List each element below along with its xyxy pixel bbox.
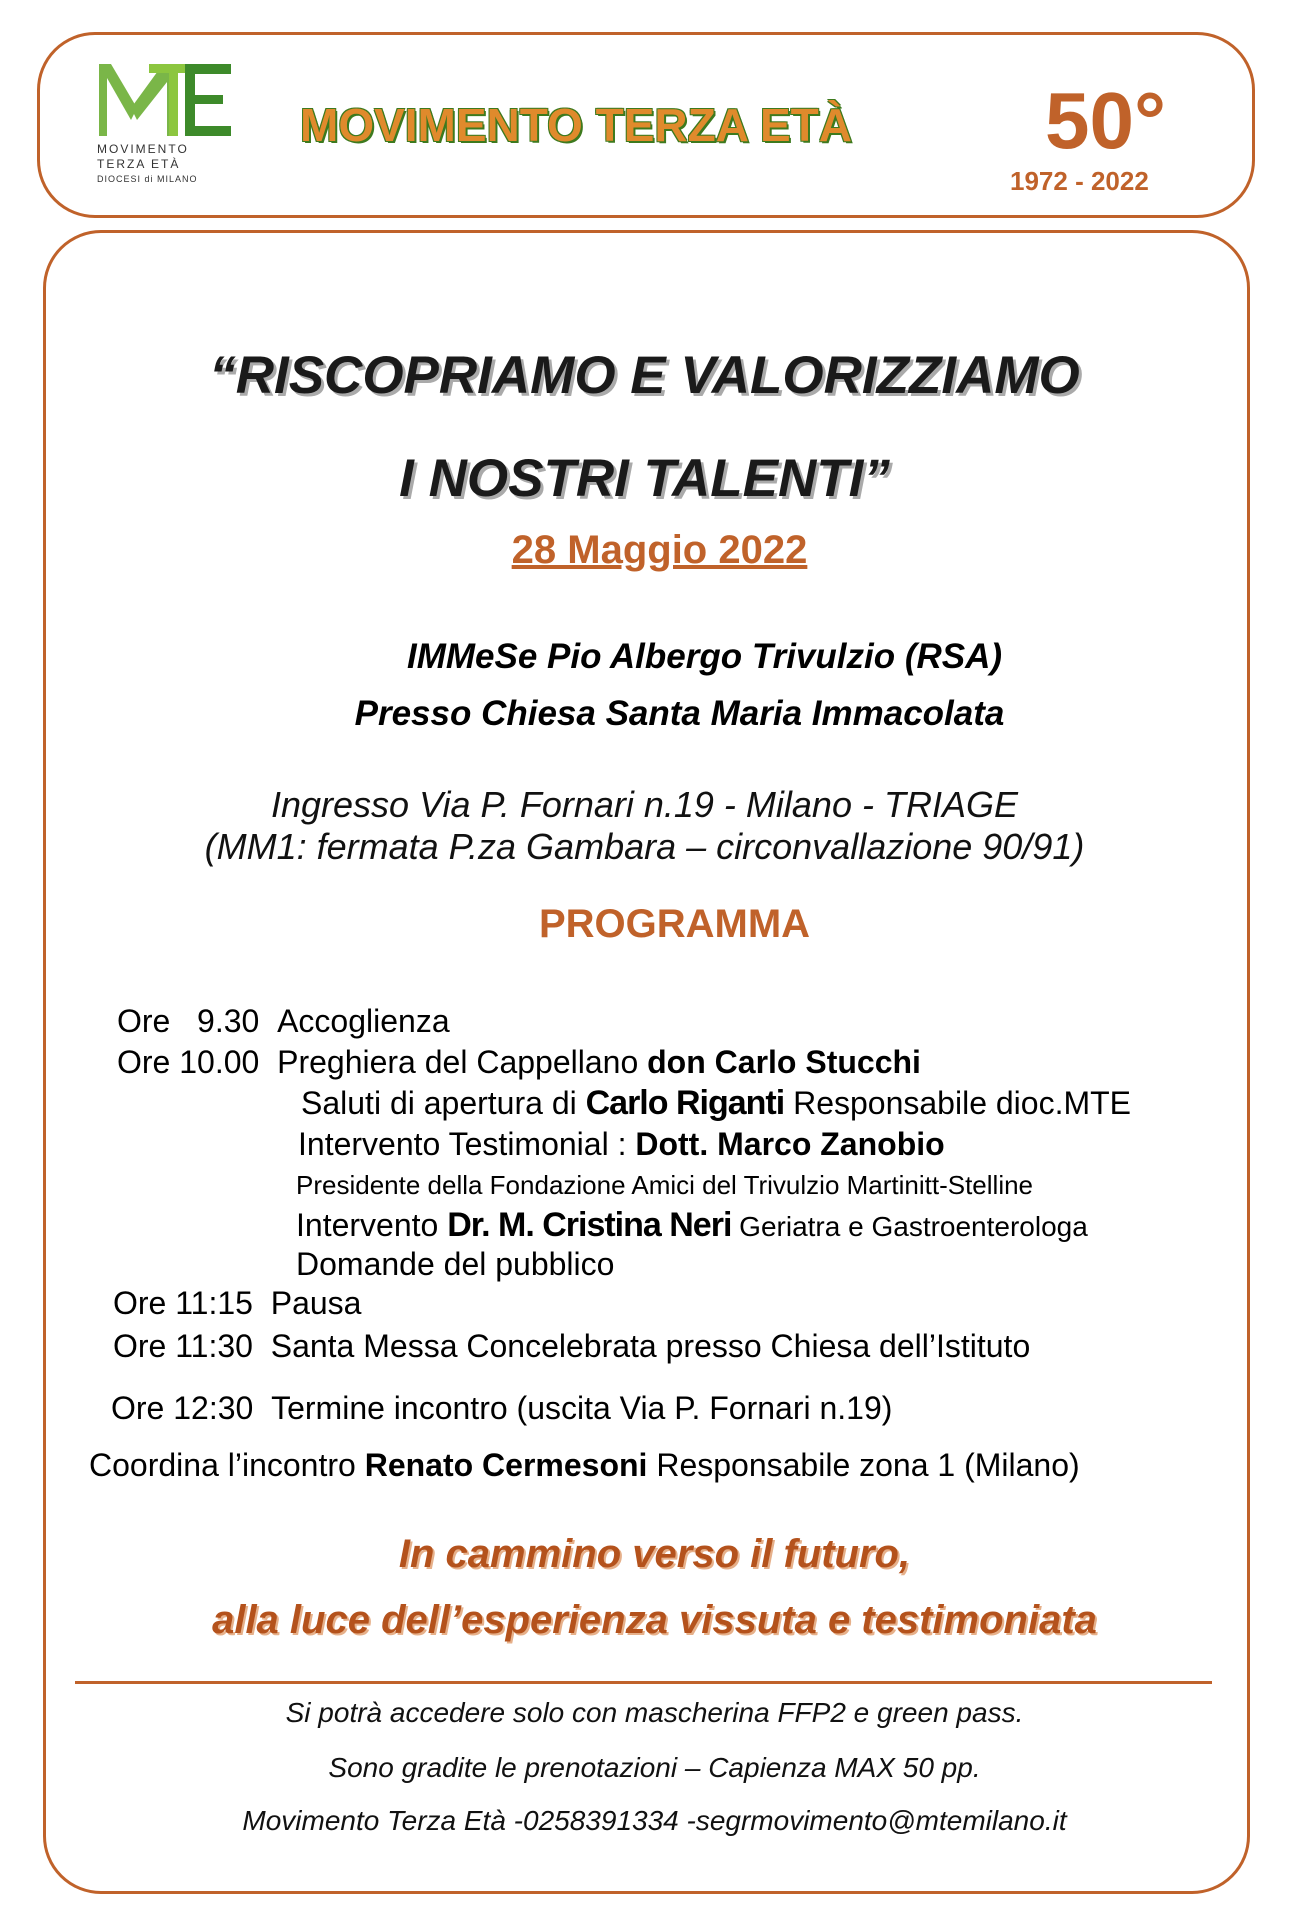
coordinator-role: Responsabile zona 1 (Milano) [647, 1447, 1080, 1483]
footer-contact: Movimento Terza Età -0258391334 -segrmovimento@mtemilano.it [242, 1805, 1067, 1836]
program-text: Accoglienza [277, 1003, 450, 1039]
divider [75, 1681, 1212, 1684]
org-name: MOVIMENTO TERZA ETÀ [300, 99, 852, 151]
program-text: Pausa [270, 1285, 362, 1321]
address-line1: Ingresso Via P. Fornari n.19 - Milano - TRIAGE [271, 784, 1018, 825]
coordinator-prefix: Coordina l’incontro [89, 1447, 365, 1483]
motto-line1: In cammino verso il futuro, [398, 1532, 911, 1576]
address-line2: (MM1: fermata P.za Gambara – circonvallazione 90/91) [204, 826, 1085, 867]
anniversary-years: 1972 - 2022 [1010, 166, 1149, 196]
program-coordinator [89, 1447, 1080, 1484]
event-title-line2: I NOSTRI TALENTI” [399, 449, 890, 508]
program-item [296, 1170, 1033, 1201]
program-speaker: Carlo Riganti [585, 1084, 785, 1122]
program-speaker: Dott. Marco Zanobio [635, 1126, 945, 1162]
program-item [117, 1003, 450, 1040]
anniversary-badge: 50° [1045, 76, 1166, 165]
program-text: Preghiera del Cappellano [277, 1044, 648, 1080]
mte-logo [97, 58, 237, 200]
footer-requirements: Si potrà accedere solo con mascherina FFP2 e green pass. [285, 1697, 1024, 1728]
program-item [296, 1246, 614, 1283]
program-item [113, 1328, 1030, 1365]
program-text: Intervento [296, 1207, 448, 1243]
footer-booking: Sono gradite le prenotazioni – Capienza MAX 50 pp. [328, 1752, 981, 1783]
program-item [296, 1206, 1088, 1245]
program-item [113, 1285, 361, 1322]
program-item [301, 1084, 1131, 1123]
event-title-line1: “RISCOPRIAMO E VALORIZZIAMO [209, 346, 1080, 405]
program-time: Ore 10.00 [117, 1044, 260, 1080]
program-text: Saluti di apertura di [301, 1085, 586, 1121]
logo-text-line1: MOVIMENTO [97, 142, 189, 156]
logo-text-line2: TERZA ETÀ [97, 157, 181, 171]
program-text: Termine incontro (uscita Via P. Fornari n.19) [271, 1390, 893, 1426]
coordinator-name: Renato Cermesoni [364, 1447, 648, 1483]
program-speaker: Dr. M. Cristina Neri [447, 1206, 732, 1244]
program-item [298, 1126, 945, 1163]
program-text: Geriatra e Gastroenterologa [731, 1211, 1088, 1242]
event-date: 28 Maggio 2022 [511, 528, 808, 572]
program-time: Ore 11:30 [113, 1328, 253, 1364]
venue-line2: Presso Chiesa Santa Maria Immacolata [354, 694, 1005, 733]
program-text: Santa Messa Concelebrata presso Chiesa dell’Istituto [270, 1328, 1031, 1364]
program-item [117, 1044, 921, 1081]
program-text: Domande del pubblico [296, 1246, 615, 1282]
logo-text-line3: DIOCESI di MILANO [97, 174, 198, 184]
program-text: Intervento Testimonial : [298, 1126, 636, 1162]
program-time: Ore 11:15 [113, 1285, 253, 1321]
venue-line1: IMMeSe Pio Albergo Trivulzio (RSA) [406, 637, 1003, 676]
mte-logo-mark-icon [97, 58, 237, 140]
program-time: Ore 12:30 [111, 1390, 254, 1426]
program-time: Ore 9.30 [117, 1003, 260, 1039]
motto-line2: alla luce dell’esperienza vissuta e testimoniata [212, 1598, 1097, 1642]
program-text: Responsabile dioc.MTE [784, 1085, 1132, 1121]
program-item [111, 1390, 892, 1427]
program-speaker: don Carlo Stucchi [647, 1044, 921, 1080]
program-text: Presidente della Fondazione Amici del Trivulzio Martinitt-Stelline [296, 1170, 1034, 1200]
program-title: PROGRAMMA [538, 902, 811, 946]
